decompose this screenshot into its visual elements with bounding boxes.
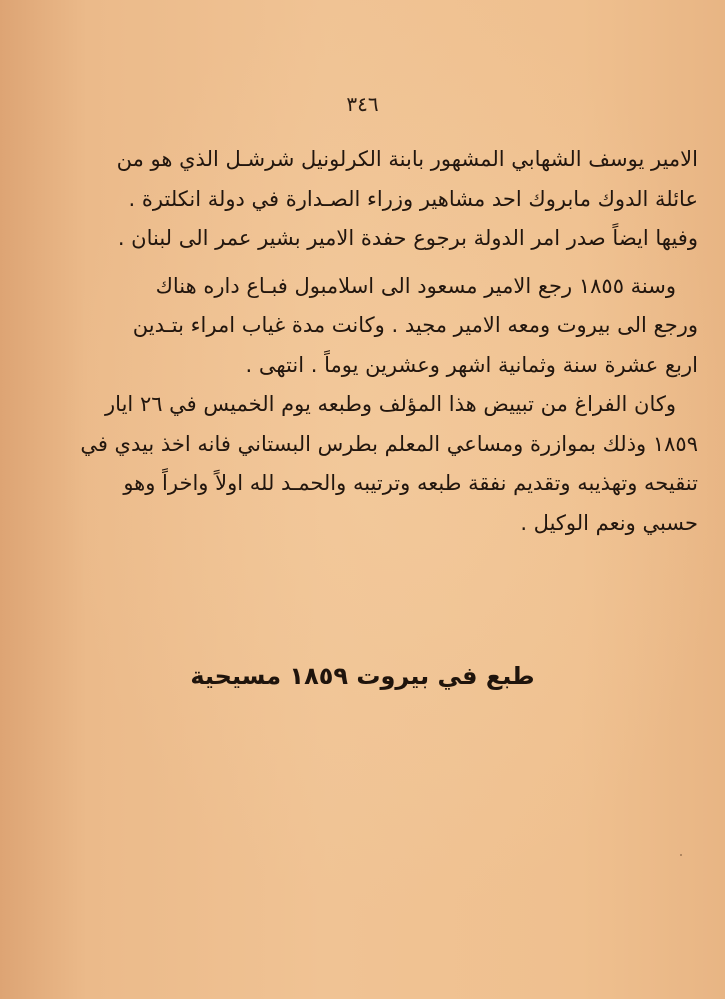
text-line: عائلة الدوك مابروك احد مشاهير وزراء الصـدارة في دولة انكلترة . [128,186,698,211]
printing-colophon: طبع في بيروت ١٨٥٩ مسيحية [190,662,535,690]
text-line: اربع عشرة سنة وثمانية اشهر وعشرين يوماً . انتهى . [245,352,698,377]
text-line: وسنة ١٨٥٥ رجع الامير مسعود الى اسلامبول فبـاع داره هناك [155,273,676,298]
text-line: وفيها ايضاً صدر امر الدولة برجوع حفدة الامير بشير عمر الى لبنان . [117,226,698,250]
text-line: ١٨٥٩ وذلك بموازرة ومساعي المعلم بطرس البستاني فانه اخذ بيدي في [80,431,698,456]
text-line: ورجع الى بيروت ومعه الامير مجيد . وكانت مدة غياب امراء بتـدين [132,313,698,337]
page-number: ٣٤٦ [346,92,379,116]
paragraph-gap [30,259,698,267]
text-line: الامير يوسف الشهابي المشهور بابنة الكرلونيل شرشـل الذي هو من [116,147,698,171]
text-line: تنقيحه وتهذيبه وتقديم نفقة طبعه وترتيبه والحمـد لله اولاً واخراً وهو [123,471,698,495]
body-text [30,140,698,543]
text-line: وكان الفراغ من تبييض هذا المؤلف وطبعه يوم الخميس في ٢٦ ايار [105,392,676,416]
paper-speck [680,854,682,856]
text-line: حسبي ونعم الوكيل . [520,510,698,535]
